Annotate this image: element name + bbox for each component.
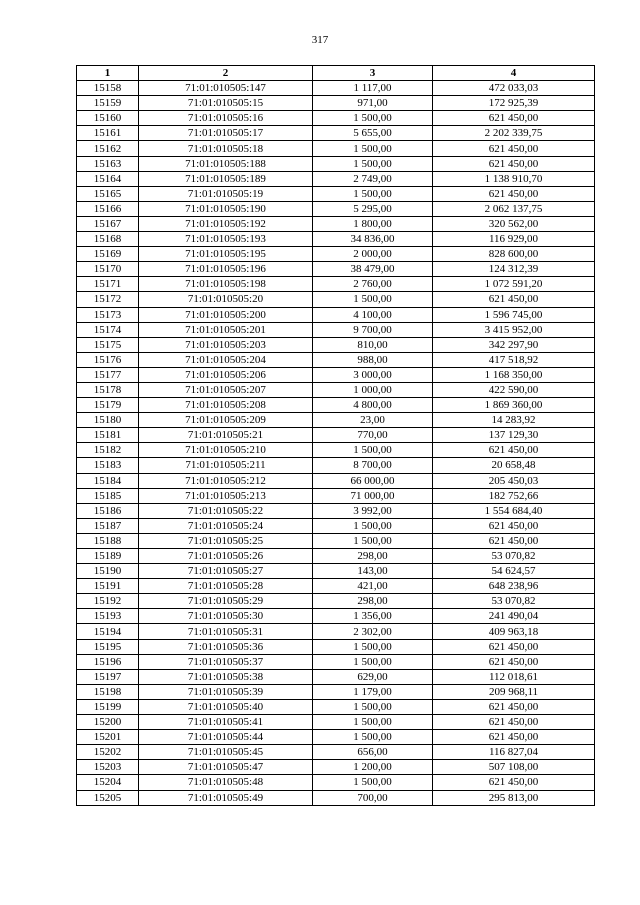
table-cell-col1: 15165 [77, 186, 139, 201]
table-cell-col4: 472 033,03 [433, 81, 595, 96]
table-row [77, 503, 595, 518]
table-cell-col1: 15170 [77, 262, 139, 277]
table-cell-col1: 15167 [77, 216, 139, 231]
table-row [77, 292, 595, 307]
table-cell-col3: 5 295,00 [313, 201, 433, 216]
table-cell-col2: 71:01:010505:22 [139, 503, 313, 518]
table-row [77, 579, 595, 594]
table-cell-col1: 15179 [77, 398, 139, 413]
table-cell-col1: 15158 [77, 81, 139, 96]
table-cell-col1: 15196 [77, 654, 139, 669]
table-row [77, 639, 595, 654]
table-cell-col4: 621 450,00 [433, 141, 595, 156]
table-cell-col4: 20 658,48 [433, 458, 595, 473]
table-header-row [77, 66, 595, 81]
table-cell-col3: 38 479,00 [313, 262, 433, 277]
table-cell-col3: 1 500,00 [313, 715, 433, 730]
table-row [77, 307, 595, 322]
table-cell-col3: 3 992,00 [313, 503, 433, 518]
table-cell-col2: 71:01:010505:206 [139, 367, 313, 382]
table-cell-col4: 14 283,92 [433, 413, 595, 428]
table-cell-col2: 71:01:010505:16 [139, 111, 313, 126]
table-row [77, 232, 595, 247]
table-cell-col3: 3 000,00 [313, 367, 433, 382]
table-cell-col2: 71:01:010505:40 [139, 699, 313, 714]
table-cell-col3: 1 200,00 [313, 760, 433, 775]
table-cell-col2: 71:01:010505:204 [139, 352, 313, 367]
table-row [77, 518, 595, 533]
table-cell-col4: 621 450,00 [433, 699, 595, 714]
table-cell-col4: 1 869 360,00 [433, 398, 595, 413]
table-cell-col3: 23,00 [313, 413, 433, 428]
table-cell-col4: 621 450,00 [433, 715, 595, 730]
table-row [77, 337, 595, 352]
table-row [77, 96, 595, 111]
table-row [77, 609, 595, 624]
table-row [77, 367, 595, 382]
table-cell-col2: 71:01:010505:193 [139, 232, 313, 247]
table-row [77, 458, 595, 473]
table-cell-col2: 71:01:010505:41 [139, 715, 313, 730]
table-cell-col4: 112 018,61 [433, 669, 595, 684]
column-header-4: 4 [433, 66, 595, 81]
table-row [77, 760, 595, 775]
table-cell-col1: 15185 [77, 488, 139, 503]
table-cell-col2: 71:01:010505:38 [139, 669, 313, 684]
table-cell-col4: 182 752,66 [433, 488, 595, 503]
table-cell-col4: 1 596 745,00 [433, 307, 595, 322]
table-row [77, 277, 595, 292]
table-cell-col3: 5 655,00 [313, 126, 433, 141]
table-cell-col1: 15180 [77, 413, 139, 428]
table-cell-col4: 621 450,00 [433, 443, 595, 458]
table-cell-col4: 124 312,39 [433, 262, 595, 277]
table-row [77, 322, 595, 337]
table-row [77, 699, 595, 714]
table-cell-col1: 15176 [77, 352, 139, 367]
table-cell-col3: 1 500,00 [313, 141, 433, 156]
table-cell-col1: 15160 [77, 111, 139, 126]
table-cell-col3: 1 500,00 [313, 775, 433, 790]
table-cell-col1: 15197 [77, 669, 139, 684]
table-cell-col2: 71:01:010505:200 [139, 307, 313, 322]
table-cell-col3: 1 179,00 [313, 684, 433, 699]
table-cell-col3: 1 500,00 [313, 111, 433, 126]
table-cell-col2: 71:01:010505:18 [139, 141, 313, 156]
table-cell-col2: 71:01:010505:211 [139, 458, 313, 473]
table-cell-col3: 1 500,00 [313, 292, 433, 307]
table-cell-col2: 71:01:010505:196 [139, 262, 313, 277]
table-cell-col4: 621 450,00 [433, 292, 595, 307]
table-cell-col4: 342 297,90 [433, 337, 595, 352]
table-row [77, 398, 595, 413]
table-cell-col2: 71:01:010505:188 [139, 156, 313, 171]
table-row [77, 715, 595, 730]
table-cell-col4: 828 600,00 [433, 247, 595, 262]
table-cell-col1: 15192 [77, 594, 139, 609]
table-cell-col1: 15195 [77, 639, 139, 654]
table-cell-col2: 71:01:010505:45 [139, 745, 313, 760]
table-row [77, 488, 595, 503]
table-cell-col4: 2 062 137,75 [433, 201, 595, 216]
data-table [76, 65, 595, 806]
table-cell-col2: 71:01:010505:190 [139, 201, 313, 216]
table-cell-col4: 621 450,00 [433, 111, 595, 126]
table-cell-col3: 1 000,00 [313, 382, 433, 397]
table-cell-col3: 421,00 [313, 579, 433, 594]
table-cell-col2: 71:01:010505:210 [139, 443, 313, 458]
table-cell-col2: 71:01:010505:19 [139, 186, 313, 201]
table-cell-col1: 15194 [77, 624, 139, 639]
table-cell-col1: 15205 [77, 790, 139, 805]
table-cell-col1: 15163 [77, 156, 139, 171]
table-row [77, 654, 595, 669]
table-row [77, 171, 595, 186]
table-cell-col4: 621 450,00 [433, 533, 595, 548]
table-row [77, 669, 595, 684]
table-cell-col2: 71:01:010505:212 [139, 473, 313, 488]
table-cell-col2: 71:01:010505:25 [139, 533, 313, 548]
column-header-2: 2 [139, 66, 313, 81]
table-cell-col2: 71:01:010505:20 [139, 292, 313, 307]
table-cell-col1: 15171 [77, 277, 139, 292]
table-cell-col2: 71:01:010505:207 [139, 382, 313, 397]
table-cell-col1: 15189 [77, 549, 139, 564]
table-cell-col3: 8 700,00 [313, 458, 433, 473]
table-cell-col4: 417 518,92 [433, 352, 595, 367]
table-row [77, 201, 595, 216]
table-cell-col3: 2 749,00 [313, 171, 433, 186]
table-cell-col3: 1 500,00 [313, 654, 433, 669]
table-cell-col2: 71:01:010505:29 [139, 594, 313, 609]
table-cell-col4: 621 450,00 [433, 156, 595, 171]
table-row [77, 126, 595, 141]
table-row [77, 262, 595, 277]
table-cell-col2: 71:01:010505:213 [139, 488, 313, 503]
table-cell-col2: 71:01:010505:47 [139, 760, 313, 775]
table-cell-col2: 71:01:010505:195 [139, 247, 313, 262]
table-cell-col2: 71:01:010505:37 [139, 654, 313, 669]
table-cell-col3: 4 800,00 [313, 398, 433, 413]
table-row [77, 533, 595, 548]
table-cell-col2: 71:01:010505:209 [139, 413, 313, 428]
table-cell-col1: 15187 [77, 518, 139, 533]
table-cell-col3: 4 100,00 [313, 307, 433, 322]
table-cell-col1: 15201 [77, 730, 139, 745]
table-row [77, 684, 595, 699]
table-cell-col2: 71:01:010505:208 [139, 398, 313, 413]
table-cell-col2: 71:01:010505:36 [139, 639, 313, 654]
table-cell-col1: 15168 [77, 232, 139, 247]
table-cell-col3: 1 500,00 [313, 699, 433, 714]
table-cell-col1: 15175 [77, 337, 139, 352]
table-cell-col3: 298,00 [313, 594, 433, 609]
table-row [77, 745, 595, 760]
table-cell-col1: 15190 [77, 564, 139, 579]
table-cell-col4: 172 925,39 [433, 96, 595, 111]
table-row [77, 730, 595, 745]
table-cell-col2: 71:01:010505:31 [139, 624, 313, 639]
table-cell-col2: 71:01:010505:48 [139, 775, 313, 790]
table-cell-col4: 621 450,00 [433, 730, 595, 745]
table-cell-col4: 137 129,30 [433, 428, 595, 443]
table-row [77, 352, 595, 367]
table-cell-col1: 15191 [77, 579, 139, 594]
table-cell-col4: 507 108,00 [433, 760, 595, 775]
table-cell-col4: 53 070,82 [433, 549, 595, 564]
table-cell-col3: 770,00 [313, 428, 433, 443]
table-cell-col1: 15161 [77, 126, 139, 141]
table-cell-col2: 71:01:010505:198 [139, 277, 313, 292]
table-row [77, 247, 595, 262]
table-cell-col1: 15177 [77, 367, 139, 382]
table-cell-col4: 621 450,00 [433, 186, 595, 201]
table-cell-col3: 298,00 [313, 549, 433, 564]
table-cell-col3: 1 500,00 [313, 156, 433, 171]
table-cell-col2: 71:01:010505:192 [139, 216, 313, 231]
table-cell-col4: 1 168 350,00 [433, 367, 595, 382]
table-body [77, 81, 595, 806]
table-cell-col2: 71:01:010505:28 [139, 579, 313, 594]
table-cell-col3: 656,00 [313, 745, 433, 760]
table-cell-col2: 71:01:010505:147 [139, 81, 313, 96]
table-cell-col3: 1 500,00 [313, 186, 433, 201]
table-cell-col3: 2 302,00 [313, 624, 433, 639]
table-cell-col2: 71:01:010505:203 [139, 337, 313, 352]
table-cell-col3: 1 800,00 [313, 216, 433, 231]
table-row [77, 549, 595, 564]
table-cell-col4: 621 450,00 [433, 775, 595, 790]
table-row [77, 443, 595, 458]
table-cell-col2: 71:01:010505:21 [139, 428, 313, 443]
table-cell-col4: 621 450,00 [433, 518, 595, 533]
table-cell-col2: 71:01:010505:17 [139, 126, 313, 141]
table-row [77, 775, 595, 790]
table-cell-col4: 1 554 684,40 [433, 503, 595, 518]
table-row [77, 413, 595, 428]
table-cell-col1: 15203 [77, 760, 139, 775]
table-cell-col3: 1 500,00 [313, 533, 433, 548]
table-row [77, 111, 595, 126]
table-cell-col4: 205 450,03 [433, 473, 595, 488]
table-cell-col3: 629,00 [313, 669, 433, 684]
table-cell-col4: 621 450,00 [433, 654, 595, 669]
table-cell-col2: 71:01:010505:201 [139, 322, 313, 337]
table-row [77, 382, 595, 397]
table-cell-col1: 15182 [77, 443, 139, 458]
table-cell-col1: 15181 [77, 428, 139, 443]
table-cell-col2: 71:01:010505:27 [139, 564, 313, 579]
table-cell-col3: 34 836,00 [313, 232, 433, 247]
table-cell-col1: 15202 [77, 745, 139, 760]
table-cell-col4: 53 070,82 [433, 594, 595, 609]
table-cell-col1: 15188 [77, 533, 139, 548]
table-cell-col1: 15199 [77, 699, 139, 714]
table-cell-col4: 621 450,00 [433, 639, 595, 654]
table-cell-col1: 15198 [77, 684, 139, 699]
table-cell-col1: 15186 [77, 503, 139, 518]
table-cell-col2: 71:01:010505:189 [139, 171, 313, 186]
table-cell-col2: 71:01:010505:15 [139, 96, 313, 111]
table-row [77, 564, 595, 579]
table-cell-col4: 409 963,18 [433, 624, 595, 639]
table-cell-col2: 71:01:010505:30 [139, 609, 313, 624]
table-row [77, 428, 595, 443]
table-cell-col3: 1 117,00 [313, 81, 433, 96]
table-cell-col4: 54 624,57 [433, 564, 595, 579]
table-cell-col1: 15173 [77, 307, 139, 322]
table-cell-col3: 1 500,00 [313, 518, 433, 533]
table-cell-col4: 1 072 591,20 [433, 277, 595, 292]
table-cell-col1: 15200 [77, 715, 139, 730]
table-cell-col1: 15169 [77, 247, 139, 262]
table-cell-col1: 15184 [77, 473, 139, 488]
table-cell-col4: 320 562,00 [433, 216, 595, 231]
table-cell-col4: 241 490,04 [433, 609, 595, 624]
table-cell-col1: 15159 [77, 96, 139, 111]
table-cell-col4: 422 590,00 [433, 382, 595, 397]
page-number: 317 [311, 34, 329, 46]
table-cell-col3: 1 500,00 [313, 639, 433, 654]
table-cell-col4: 3 415 952,00 [433, 322, 595, 337]
table-cell-col3: 9 700,00 [313, 322, 433, 337]
table-row [77, 156, 595, 171]
table-cell-col4: 116 827,04 [433, 745, 595, 760]
table-cell-col2: 71:01:010505:44 [139, 730, 313, 745]
table-row [77, 624, 595, 639]
table-cell-col2: 71:01:010505:49 [139, 790, 313, 805]
table-row [77, 186, 595, 201]
table-cell-col2: 71:01:010505:39 [139, 684, 313, 699]
table-cell-col3: 2 760,00 [313, 277, 433, 292]
table-cell-col3: 1 500,00 [313, 730, 433, 745]
column-header-3: 3 [313, 66, 433, 81]
table-cell-col3: 1 500,00 [313, 443, 433, 458]
table-cell-col3: 66 000,00 [313, 473, 433, 488]
table-cell-col3: 2 000,00 [313, 247, 433, 262]
table-row [77, 81, 595, 96]
table-row [77, 594, 595, 609]
table-cell-col1: 15166 [77, 201, 139, 216]
table-cell-col4: 648 238,96 [433, 579, 595, 594]
table-cell-col4: 295 813,00 [433, 790, 595, 805]
table-cell-col1: 15204 [77, 775, 139, 790]
table-row [77, 473, 595, 488]
table-cell-col3: 810,00 [313, 337, 433, 352]
table-cell-col1: 15164 [77, 171, 139, 186]
table-cell-col3: 700,00 [313, 790, 433, 805]
table-cell-col3: 988,00 [313, 352, 433, 367]
table-cell-col3: 143,00 [313, 564, 433, 579]
table-cell-col1: 15174 [77, 322, 139, 337]
table-cell-col2: 71:01:010505:24 [139, 518, 313, 533]
table-cell-col3: 71 000,00 [313, 488, 433, 503]
table-row [77, 141, 595, 156]
table-cell-col1: 15193 [77, 609, 139, 624]
table-cell-col3: 1 356,00 [313, 609, 433, 624]
table-cell-col1: 15172 [77, 292, 139, 307]
table-cell-col4: 1 138 910,70 [433, 171, 595, 186]
table-cell-col4: 209 968,11 [433, 684, 595, 699]
table-cell-col3: 971,00 [313, 96, 433, 111]
table-cell-col1: 15178 [77, 382, 139, 397]
column-header-1: 1 [77, 66, 139, 81]
table-cell-col1: 15162 [77, 141, 139, 156]
table-cell-col4: 116 929,00 [433, 232, 595, 247]
table-cell-col4: 2 202 339,75 [433, 126, 595, 141]
table-cell-col1: 15183 [77, 458, 139, 473]
table-row [77, 790, 595, 805]
table-cell-col2: 71:01:010505:26 [139, 549, 313, 564]
table-row [77, 216, 595, 231]
